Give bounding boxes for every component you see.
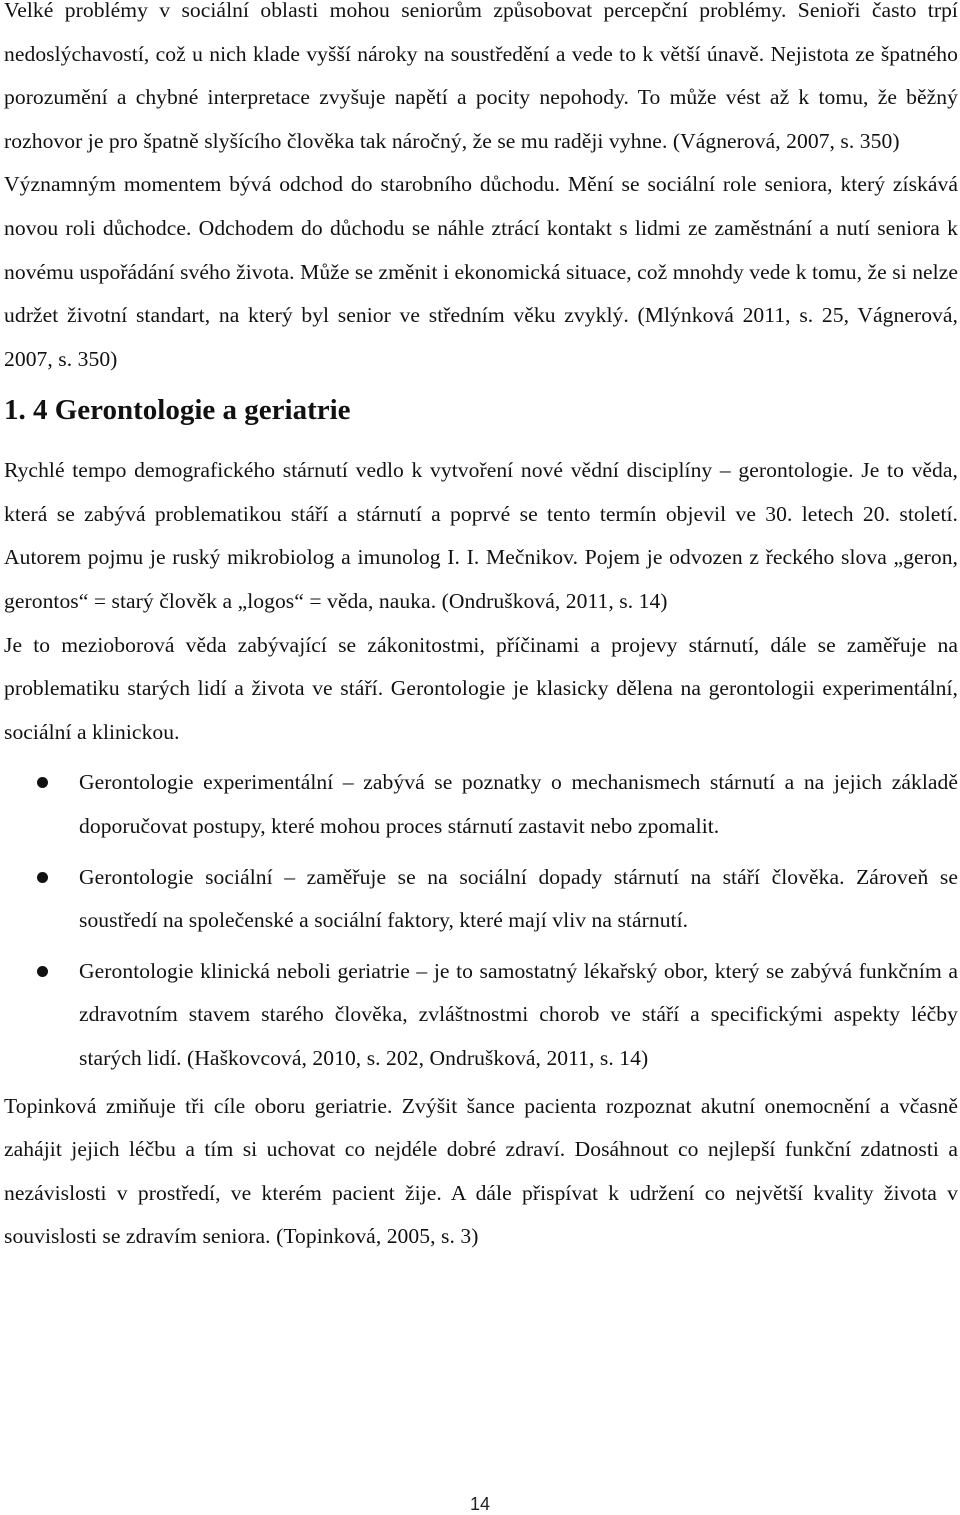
bullet-icon (37, 966, 48, 977)
paragraph-perception: Velké problémy v sociální oblasti mohou seniorům způsobovat percepční problémy. Senioři často trpí nedoslýchavostí, což u nich klade vyšší nároky na soustředění a vede to k větší únavě. Nejistota ze špatného porozumění a chybné interpretace zvyšuje napětí a pocity nepohody. To může vést až k tomu, že běžný rozhovor je pro špatně slyšícího člověka tak náročný, že se mu raději vyhne. (Vágnerová, 2007, s. 350) (4, 0, 958, 153)
bullet-list (4, 761, 958, 1080)
section-heading: 1. 4 Gerontologie a geriatrie (4, 394, 351, 427)
page-number: 14 (469, 1494, 491, 1514)
list-item-text: Gerontologie experimentální – zabývá se poznatky o mechanismech stárnutí a na jejich základě doporučovat postupy, které mohou proces stárnutí zastavit nebo zpomalit. (79, 770, 958, 838)
bullet-icon (37, 872, 48, 883)
list-item-text: Gerontologie sociální – zaměřuje se na sociální dopady stárnutí na stáří člověka. Zároveň se soustředí na společenské a sociální faktory, které mají vliv na stárnutí. (79, 864, 958, 933)
paragraph-retirement: Významným momentem bývá odchod do starobního důchodu. Mění se sociální role seniora, který získává novou roli důchodce. Odchodem do důchodu se náhle ztrácí kontakt s lidmi ze zaměstnání a nutí seniora k novému uspořádání svého života. Může se změnit i ekonomická situace, což mnohdy vede k tomu, že si nelze udržet životní standart, na který byl senior ve středním věku zvyklý. (Mlýnková 2011, s. 25, Vágnerová, 2007, s. 350) (4, 172, 958, 371)
bullet-icon (37, 777, 48, 788)
paragraph-gerontology-definition: Je to mezioborová věda zabývající se zákonitostmi, příčinami a projevy stárnutí, dále se zaměřuje na problematiku starých lidí a života ve stáří. Gerontologie je klasicky dělena na gerontologii experimentální, sociální a klinickou. (4, 632, 958, 744)
list-item (4, 856, 958, 943)
list-item-text: Gerontologie klinická neboli geriatrie – je to samostatný lékařský obor, který se zabývá funkčním a zdravotním stavem starého člověka, zvláštnostmi chorob ve stáří a specifickými aspekty léčby starých lidí. (Haškovcová, 2010, s. 202, Ondrušková, 2011, s. 14) (79, 958, 958, 1070)
list-item (4, 950, 958, 1081)
paragraph-gerontology-intro: Rychlé tempo demografického stárnutí vedlo k vytvoření nové vědní disciplíny – gerontologie. Je to věda, která se zabývá problematikou stáří a stárnutí a poprvé se tento termín objevil ve 30. letech 20. století. Autorem pojmu je ruský mikrobiolog a imunolog I. I. Mečnikov. Pojem je odvozen z řeckého slova „geron, gerontos“ = starý člověk a „logos“ = věda, nauka. (Ondrušková, 2011, s. 14) (4, 458, 958, 614)
list-item (4, 761, 958, 848)
paragraph-geriatrics-goals: Topinková zmiňuje tři cíle oboru geriatrie. Zvýšit šance pacienta rozpoznat akutní onemocnění a včasně zahájit jejich léčbu a tím si uchovat co nejdéle dobré zdraví. Dosáhnout co nejlepší funkční zdatnosti a nezávislosti v prostředí, ve kterém pacient žije. A dále přispívat k udržení co největší kvality života v souvislosti se zdravím seniora. (Topinková, 2005, s. 3) (4, 1093, 958, 1249)
document-page (4, 0, 958, 1259)
